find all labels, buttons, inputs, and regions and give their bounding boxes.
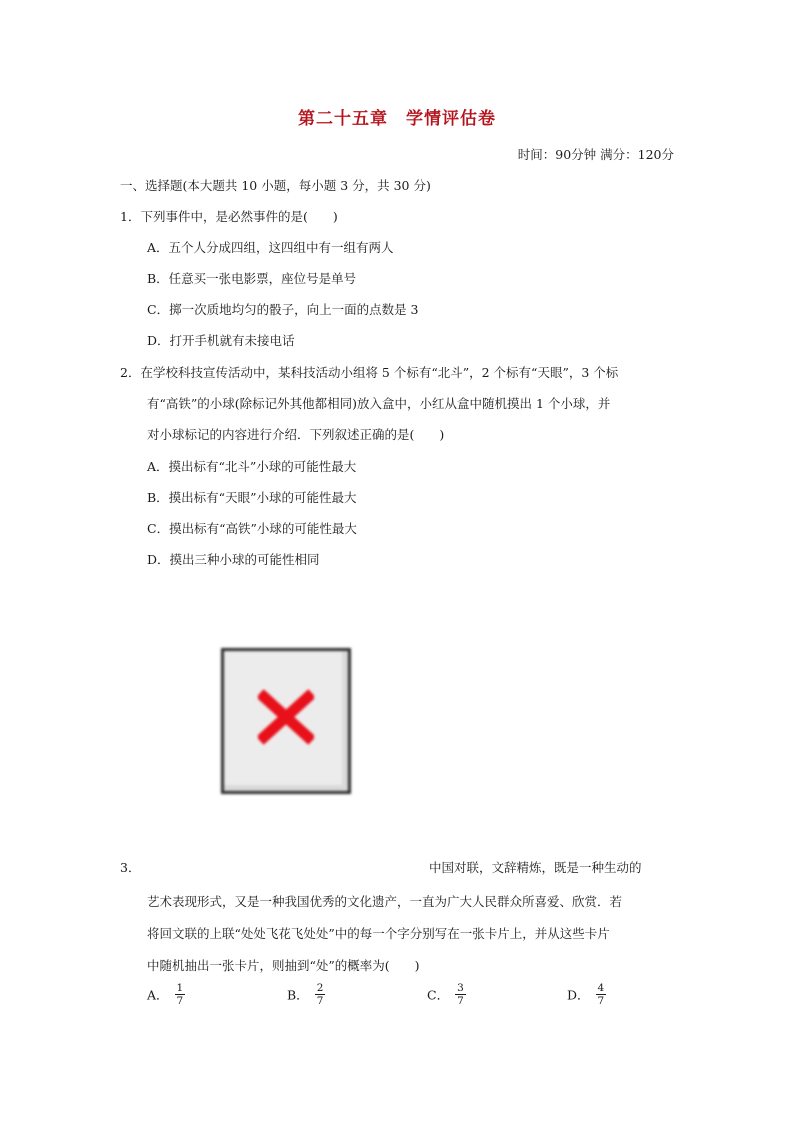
question-1-option-b: B．任意买一张电影票，座位号是单号	[147, 271, 357, 286]
question-2-option-c: C．摸出标有“高铁”小球的可能性最大	[147, 521, 357, 536]
fraction	[315, 982, 326, 1007]
section-heading: 一、选择题(本大题共 10 小题，每小题 3 分，共 30 分)	[120, 178, 431, 193]
question-3-line-3: 将回文联的上联“处处飞花飞处处”中的每一个字分别写在一张卡片上，并从这些卡片	[147, 926, 610, 941]
numerator: 2	[316, 982, 324, 994]
question-2-line-3: 对小球标记的内容进行介绍．下列叙述正确的是( )	[147, 427, 445, 442]
question-2-option-d: D．摸出三种小球的可能性相同	[147, 552, 320, 567]
numerator: 1	[176, 982, 184, 994]
broken-image-placeholder	[221, 648, 351, 794]
choice-label: B．	[287, 987, 309, 1003]
choice-label: A．	[147, 987, 169, 1003]
denominator: 7	[597, 995, 605, 1007]
broken-image-icon	[258, 689, 314, 745]
choice-label: D．	[567, 987, 590, 1003]
question-1-option-c: C．掷一次质地均匀的骰子，向上一面的点数是 3	[147, 302, 419, 317]
numerator: 3	[457, 982, 464, 994]
denominator: 7	[457, 995, 464, 1007]
fraction	[175, 982, 186, 1007]
question-3-number: 3．	[120, 860, 141, 875]
question-3-choice-c	[427, 982, 466, 1007]
question-1-stem: 1．下列事件中，是必然事件的是( )	[120, 209, 338, 224]
question-1-option-a: A．五个人分成四组，这四组中有一组有两人	[147, 240, 394, 255]
fraction	[455, 982, 466, 1007]
numerator: 4	[597, 982, 605, 994]
question-2-option-a: A．摸出标有“北斗”小球的可能性最大	[147, 459, 357, 474]
page-title: 第二十五章 学情评估卷	[298, 109, 496, 129]
question-2-line-1: 2．在学校科技宣传活动中，某科技活动小组将 5 个标有“北斗”，2 个标有“天眼”，3 个标	[120, 365, 619, 380]
question-3-first-line: 中国对联，文辞精炼，既是一种生动的	[429, 860, 642, 875]
question-3-choice-a	[147, 982, 185, 1007]
question-3-choice-d	[567, 982, 606, 1007]
question-1-option-d: D．打开手机就有未接电话	[147, 333, 295, 348]
question-3-line-4: 中随机抽出一张卡片，则抽到“处”的概率为( )	[147, 958, 420, 973]
question-2-option-b: B．摸出标有“天眼”小球的可能性最大	[147, 490, 357, 505]
exam-time-score: 时间：90分钟 满分：120分	[517, 147, 674, 162]
fraction	[596, 982, 607, 1007]
choice-label: C．	[427, 987, 450, 1003]
denominator: 7	[316, 995, 324, 1007]
question-3-line-2: 艺术表现形式，又是一种我国优秀的文化遗产，一直为广大人民群众所喜爱、欣赏．若	[147, 894, 623, 909]
denominator: 7	[176, 995, 184, 1007]
question-3-choice-b	[287, 982, 325, 1007]
question-2-line-2: 有“高铁”的小球(除标记外其他都相同)放入盒中，小红从盒中随机摸出 1 个小球，并	[147, 396, 611, 411]
